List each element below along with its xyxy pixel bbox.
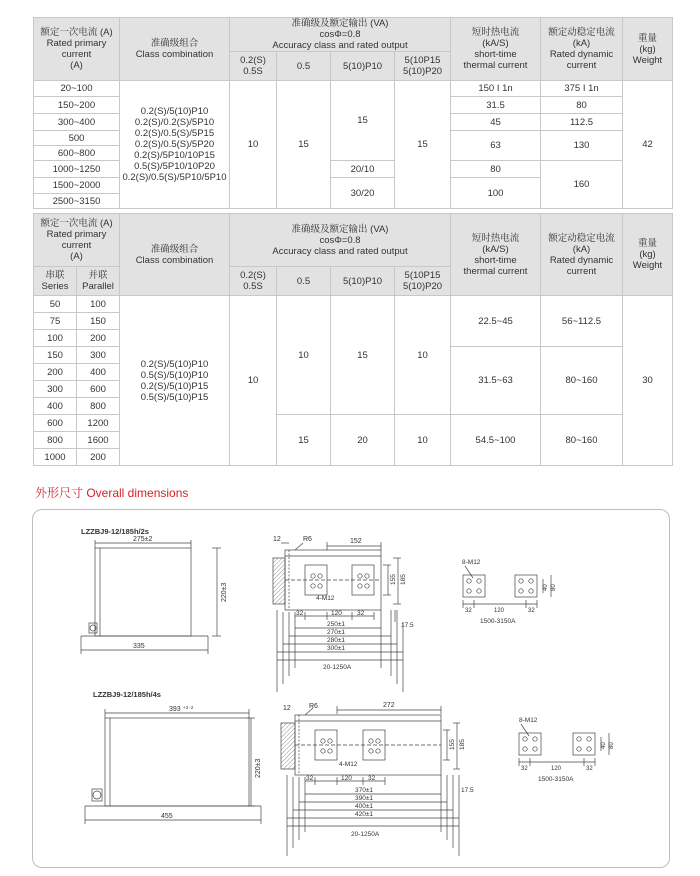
current-cell: 2500~3150 (34, 194, 120, 209)
header-rated-current: 额定一次电流 (A) Rated primary current (A) (34, 18, 120, 81)
model-label-2: LZZBJ9-12/185h/4s (93, 690, 161, 699)
value-02s-cell: 10 (230, 81, 277, 209)
value-p15-cell: 15 (395, 81, 451, 209)
header-acc-p15: 5(10P15 5(10)P20 (395, 267, 451, 296)
dynamic-cell: 375 I 1n (541, 81, 623, 97)
dim-label: 120 (331, 610, 342, 617)
current-cell: 1000~1250 (34, 161, 120, 178)
series-cell: 200 (34, 364, 77, 381)
dim-label: 12 (283, 705, 291, 712)
series-cell: 100 (34, 330, 77, 347)
dim-label: 335 (133, 643, 145, 650)
header-thermal: 短时热电流 (kA/S) short-time thermal current (451, 18, 541, 81)
parallel-cell: 600 (77, 381, 120, 398)
value-p10-cell: 15 (331, 296, 395, 415)
dim-label: 1500-3150A (480, 618, 516, 625)
dim-label: 250±1 (327, 621, 346, 628)
header-acc-02s: 0.2(S) 0.5S (230, 52, 277, 81)
header-acc-05: 0.5 (277, 267, 331, 296)
current-cell: 600~800 (34, 146, 120, 161)
dynamic-cell: 80 (541, 97, 623, 114)
header-weight: 重量 (kg) Weight (623, 214, 673, 296)
value-p15-cell: 10 (395, 415, 451, 466)
dim-label: 420±1 (355, 811, 374, 818)
header-weight: 重量 (kg) Weight (623, 18, 673, 81)
header-parallel: 并联 Parallel (77, 267, 120, 296)
value-p10-cell: 15 (331, 81, 395, 161)
dim-label: 120 (341, 775, 352, 782)
value-p10-cell: 20 (331, 415, 395, 466)
dim-label: 275±2 (133, 536, 153, 543)
series-cell: 800 (34, 432, 77, 449)
dim-label: R6 (303, 536, 312, 543)
thermal-cell: 22.5~45 (451, 296, 541, 347)
parallel-cell: 200 (77, 449, 120, 466)
header-accuracy: 准确级及额定输出 (VA) cosΦ=0.8 Accuracy class and rated output (230, 214, 451, 267)
header-class-combination: 准确级组合 Class combination (120, 214, 230, 296)
header-acc-05: 0.5 (277, 52, 331, 81)
dim-label: 300±1 (327, 645, 346, 652)
dim-label: 220±3 (221, 582, 228, 602)
header-dynamic: 额定动稳定电流 (kA) Rated dynamic current (541, 214, 623, 296)
parallel-cell: 400 (77, 364, 120, 381)
dim-label: 4-M12 (316, 595, 335, 602)
dim-label: 32 (306, 775, 314, 782)
thermal-cell: 100 (451, 178, 541, 209)
dim-label: 8-M12 (462, 559, 481, 566)
dim-label: 80 (551, 584, 557, 591)
header-series: 串联 Series (34, 267, 77, 296)
dim-label: 32 (521, 766, 528, 772)
drawing-1 (81, 527, 557, 692)
dim-label: 40 (543, 584, 549, 591)
dim-label: 152 (350, 538, 362, 545)
dim-label: 32 (586, 766, 593, 772)
spec-table-1 (33, 17, 673, 209)
parallel-cell: 200 (77, 330, 120, 347)
series-cell: 400 (34, 398, 77, 415)
thermal-cell: 31.5~63 (451, 347, 541, 415)
dim-label: 155 (449, 739, 456, 750)
header-class-combination: 准确级组合 Class combination (120, 18, 230, 81)
series-cell: 50 (34, 296, 77, 313)
weight-cell: 42 (623, 81, 673, 209)
header-dynamic: 额定动稳定电流 (kA) Rated dynamic current (541, 18, 623, 81)
thermal-cell: 45 (451, 114, 541, 131)
header-rated-current: 额定一次电流 (A) Rated primary current (A) (34, 214, 120, 267)
thermal-cell: 150 I 1n (451, 81, 541, 97)
dim-label: 270±1 (327, 629, 346, 636)
drawing-canvas (33, 510, 669, 867)
thermal-cell: 31.5 (451, 97, 541, 114)
dim-tolerance: +3 -2 (183, 705, 194, 710)
section-title: 外形尺寸 Overall dimensions (35, 486, 189, 500)
dim-label: 17.5 (401, 622, 414, 629)
dynamic-cell: 112.5 (541, 114, 623, 131)
dim-label: 393 (169, 706, 181, 713)
thermal-cell: 63 (451, 131, 541, 161)
current-cell: 150~200 (34, 97, 120, 114)
dim-label: 120 (551, 766, 562, 772)
value-p10-cell: 30/20 (331, 178, 395, 209)
dim-label: 40 (601, 742, 607, 749)
parallel-cell: 100 (77, 296, 120, 313)
header-acc-02s: 0.2(S) 0.5S (230, 267, 277, 296)
dim-label: 1500-3150A (538, 776, 574, 783)
dim-label: 400±1 (355, 803, 374, 810)
dimension-drawings (32, 509, 670, 868)
series-cell: 600 (34, 415, 77, 432)
current-cell: 20~100 (34, 81, 120, 97)
current-cell: 300~400 (34, 114, 120, 131)
parallel-cell: 150 (77, 313, 120, 330)
dim-label: 8-M12 (519, 717, 538, 724)
dynamic-cell: 80~160 (541, 347, 623, 415)
dynamic-cell: 56~112.5 (541, 296, 623, 347)
header-acc-p15: 5(10P15 5(10)P20 (395, 52, 451, 81)
dim-label: 272 (383, 702, 395, 709)
spec-table-2 (33, 213, 673, 466)
parallel-cell: 300 (77, 347, 120, 364)
series-cell: 75 (34, 313, 77, 330)
dim-label: 455 (161, 813, 173, 820)
thermal-cell: 80 (451, 161, 541, 178)
dim-label: 185 (459, 739, 466, 750)
value-05-cell: 15 (277, 81, 331, 209)
dim-label: 280±1 (327, 637, 346, 644)
header-accuracy: 准确级及额定输出 (VA) cosΦ=0.8 Accuracy class and rated output (230, 18, 451, 52)
value-05-cell: 10 (277, 296, 331, 415)
dim-label: 155 (390, 574, 397, 585)
dim-label: 20-1250A (351, 831, 380, 838)
dim-label: 20-1250A (323, 664, 352, 671)
model-label-1: LZZBJ9-12/185h/2s (81, 527, 149, 536)
series-cell: 1000 (34, 449, 77, 466)
dim-label: 32 (528, 608, 535, 614)
value-p10-cell: 20/10 (331, 161, 395, 178)
header-thermal: 短时热电流 (kA/S) short-time thermal current (451, 214, 541, 296)
current-cell: 1500~2000 (34, 178, 120, 194)
class-combination-cell: 0.2(S)/5(10)P10 0.5(S)/5(10)P10 0.2(S)/5(10)P15 0.5(S)/5(10)P15 (120, 296, 230, 466)
header-acc-p10: 5(10)P10 (331, 52, 395, 81)
series-cell: 300 (34, 381, 77, 398)
series-cell: 150 (34, 347, 77, 364)
dim-label: 4-M12 (339, 761, 358, 768)
value-p15-cell: 10 (395, 296, 451, 415)
thermal-cell: 54.5~100 (451, 415, 541, 466)
parallel-cell: 1200 (77, 415, 120, 432)
current-cell: 500 (34, 131, 120, 146)
dim-label: 390±1 (355, 795, 374, 802)
header-acc-p10: 5(10)P10 (331, 267, 395, 296)
dim-label: 120 (494, 608, 505, 614)
drawing-2 (85, 690, 615, 856)
dim-label: 32 (368, 775, 376, 782)
dim-label: 185 (400, 574, 407, 585)
value-05-cell: 15 (277, 415, 331, 466)
dim-label: R6 (309, 703, 318, 710)
dynamic-cell: 160 (541, 161, 623, 209)
parallel-cell: 800 (77, 398, 120, 415)
dynamic-cell: 130 (541, 131, 623, 161)
dim-label: 17.5 (461, 787, 474, 794)
value-02s-cell: 10 (230, 296, 277, 466)
parallel-cell: 1600 (77, 432, 120, 449)
dim-label: 370±1 (355, 787, 374, 794)
dynamic-cell: 80~160 (541, 415, 623, 466)
weight-cell: 30 (623, 296, 673, 466)
class-combination-cell: 0.2(S)/5(10)P10 0.2(S)/0.2(S)/5P10 0.2(S)/0.5(S)/5P15 0.2(S)/0.5(S)/5P20 0.2(S)/5P10/10P15 0.5(S)/5P10/10P20 0.2(S)/0.5(S)/5P10/5P10 (120, 81, 230, 209)
dim-label: 220±3 (255, 758, 262, 778)
dim-label: 32 (465, 608, 472, 614)
dim-label: 32 (357, 610, 365, 617)
dim-label: 12 (273, 536, 281, 543)
dim-label: 80 (609, 742, 615, 749)
dim-label: 32 (296, 610, 304, 617)
